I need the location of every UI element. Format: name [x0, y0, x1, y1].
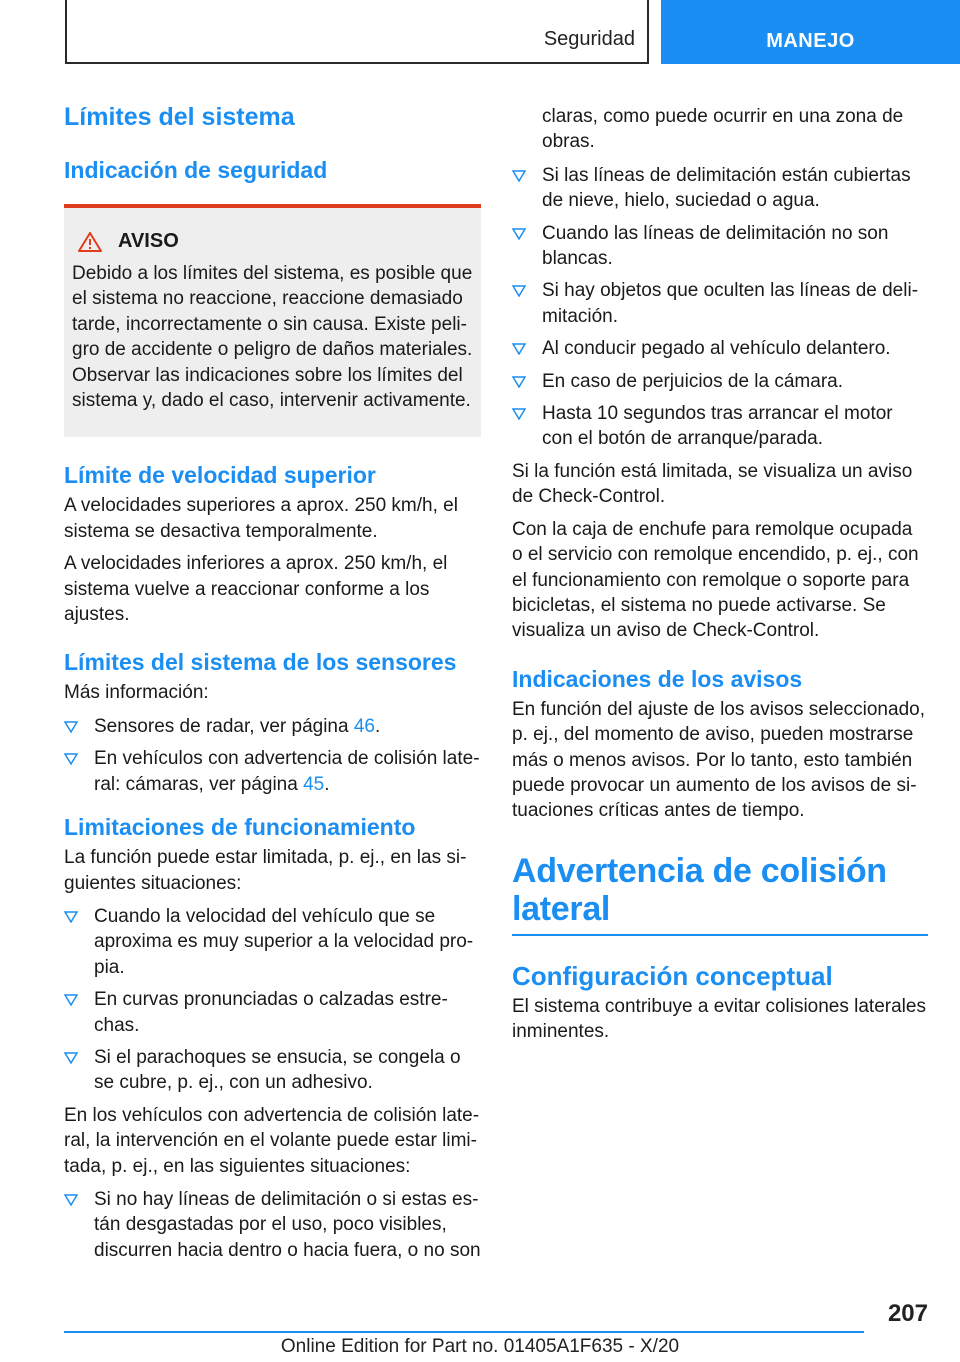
chapter-heading-block: [512, 852, 928, 936]
triangle-bullet-icon: [512, 343, 526, 355]
section-tab[interactable]: MANEJO: [661, 0, 960, 64]
list-item: [64, 1187, 481, 1263]
continued-text: claras, como puede ocurrir en una zona de obras.: [542, 106, 904, 153]
header-frame: [65, 0, 649, 64]
footer-edition: Online Edition for Part no. 01405A1F635 - X/20: [280, 1336, 680, 1357]
lane-conditions-list: [512, 163, 928, 452]
triangle-bullet-icon: [64, 1194, 78, 1206]
heading-warning-indications: Indicaciones de los avisos: [512, 665, 803, 692]
triangle-bullet-icon: [64, 721, 78, 733]
triangle-bullet-icon: [512, 170, 526, 182]
speed-paragraph-1: A velocidades superiores a aprox. 250 km/h, el sistema se desactiva temporalmente.: [64, 495, 458, 542]
triangle-bullet-icon: [64, 911, 78, 923]
heading-safety-note: Indicación de seguridad: [64, 157, 328, 183]
trailer-paragraph: Con la caja de enchufe para remolque ocupada o el servicio con remolque encendido, p. ej., con el funcionamiento con remolque o soporte para bicicletas, el sistema no puede activarse. Se visualiza un aviso de Check-Control.: [512, 518, 919, 642]
page-link[interactable]: 46: [353, 715, 375, 737]
list-item: [64, 987, 481, 1038]
function-item-text: En curvas pronunciadas o calzadas estrechas.: [94, 989, 448, 1036]
heading-sensor-limits: Límites del sistema de los sensores: [64, 649, 457, 676]
triangle-bullet-icon: [512, 376, 526, 388]
triangle-bullet-icon: [64, 753, 78, 765]
sensor-list: [64, 714, 481, 797]
concept-paragraph: El sistema contribuye a evitar colisiones laterales inminentes.: [512, 995, 926, 1043]
heading-system-limits: Límites del sistema: [64, 103, 295, 131]
triangle-bullet-icon: [512, 228, 526, 240]
list-item: [512, 401, 928, 452]
function-item-text: Cuando la velocidad del vehículo que se aproxima es muy superior a la velocidad propia.: [94, 905, 474, 978]
triangle-bullet-icon: [64, 1052, 78, 1064]
warning-label: AVISO: [118, 230, 179, 252]
triangle-bullet-icon: [64, 994, 78, 1006]
punctuation: .: [324, 773, 330, 795]
condition-text: Si hay objetos que oculten las líneas de delimitación.: [542, 280, 919, 327]
punctuation: .: [374, 715, 381, 737]
heading-concept: Configuración conceptual: [512, 960, 833, 991]
sensors-intro: Más información:: [64, 682, 209, 704]
left-column: [64, 100, 481, 1270]
list-item: [512, 278, 928, 329]
condition-text: En caso de perjuicios de la cámara.: [542, 370, 843, 392]
right-column: [512, 104, 928, 1045]
warning-text: Debido a los límites del sistema, es posible que el sistema no reaccione, reaccione demasiado tarde, incorrectamente o sin causa. Existe peligro de accidente o peligro de daños materiales. Observar las indicaciones sobre los límites del sistema y, dado el caso, intervenir activamente.: [72, 263, 473, 412]
sensor-item-text: Sensores de radar, ver página: [94, 715, 354, 737]
function-list-2: [64, 1187, 481, 1263]
heading-speed-limit: Límite de velocidad superior: [64, 462, 376, 489]
list-item: [512, 221, 928, 272]
function-item-text: Si no hay líneas de delimitación o si estas están desgastadas por el uso, poco visibles, discurren hacia dentro o hacia fuera, o no son: [94, 1188, 481, 1261]
condition-text: Hasta 10 segundos tras arrancar el motor con el botón de arranque/parada.: [542, 403, 893, 450]
function-item-text: Si el parachoques se ensucia, se congela o se cubre, p. ej., con un adhesivo.: [94, 1046, 461, 1094]
warning-indications-paragraph: En función del ajuste de los avisos seleccionado, p. ej., del momento de aviso, pueden mostrarse más o menos avisos. Por lo tanto, esto también puede provocar un aumento de los avisos de situaciones críticas antes de tiempo.: [512, 698, 925, 822]
heading-lateral-collision-1: Advertencia de colisión: [512, 851, 887, 890]
condition-text: Cuando las líneas de delimitación no son blancas.: [542, 222, 889, 270]
list-item: [64, 1045, 481, 1096]
footer-divider: [64, 1331, 864, 1333]
function-paragraph-2: En los vehículos con advertencia de colisión lateral, la intervención en el volante puede estar limitada, p. ej., en las siguientes situaciones:: [64, 1104, 480, 1177]
list-item: [512, 369, 928, 394]
list-item: [64, 746, 481, 797]
heading-lateral-collision-2: lateral: [512, 889, 611, 928]
function-list: [64, 904, 481, 1096]
list-item: [64, 714, 481, 739]
heading-function-limits: Limitaciones de funcionamiento: [64, 814, 416, 841]
warning-box: [64, 204, 481, 437]
condition-text: Al conducir pegado al vehículo delantero.: [542, 338, 891, 360]
warning-header: [72, 230, 473, 253]
page-number: 207: [887, 1300, 928, 1327]
triangle-bullet-icon: [512, 408, 526, 420]
function-intro: La función puede estar limitada, p. ej., en las siguientes situaciones:: [64, 847, 467, 894]
warning-triangle-icon: [78, 232, 102, 252]
speed-paragraph-2: A velocidades inferiores a aprox. 250 km/h, el sistema vuelve a reaccionar conforme a los ajustes.: [64, 553, 448, 626]
condition-text: Si las líneas de delimitación están cubiertas de nieve, hielo, suciedad o agua.: [542, 164, 911, 212]
page-link[interactable]: 45: [303, 773, 325, 795]
chapter-title: Seguridad: [543, 28, 635, 50]
triangle-bullet-icon: [512, 285, 526, 297]
limited-paragraph: Si la función está limitada, se visualiza un aviso de Check-Control.: [512, 460, 913, 508]
list-item: [512, 163, 928, 214]
list-item: [512, 336, 928, 361]
list-item: [64, 904, 481, 980]
sensor-item-text: En vehículos con advertencia de colisión lateral: cámaras, ver página: [94, 748, 480, 795]
